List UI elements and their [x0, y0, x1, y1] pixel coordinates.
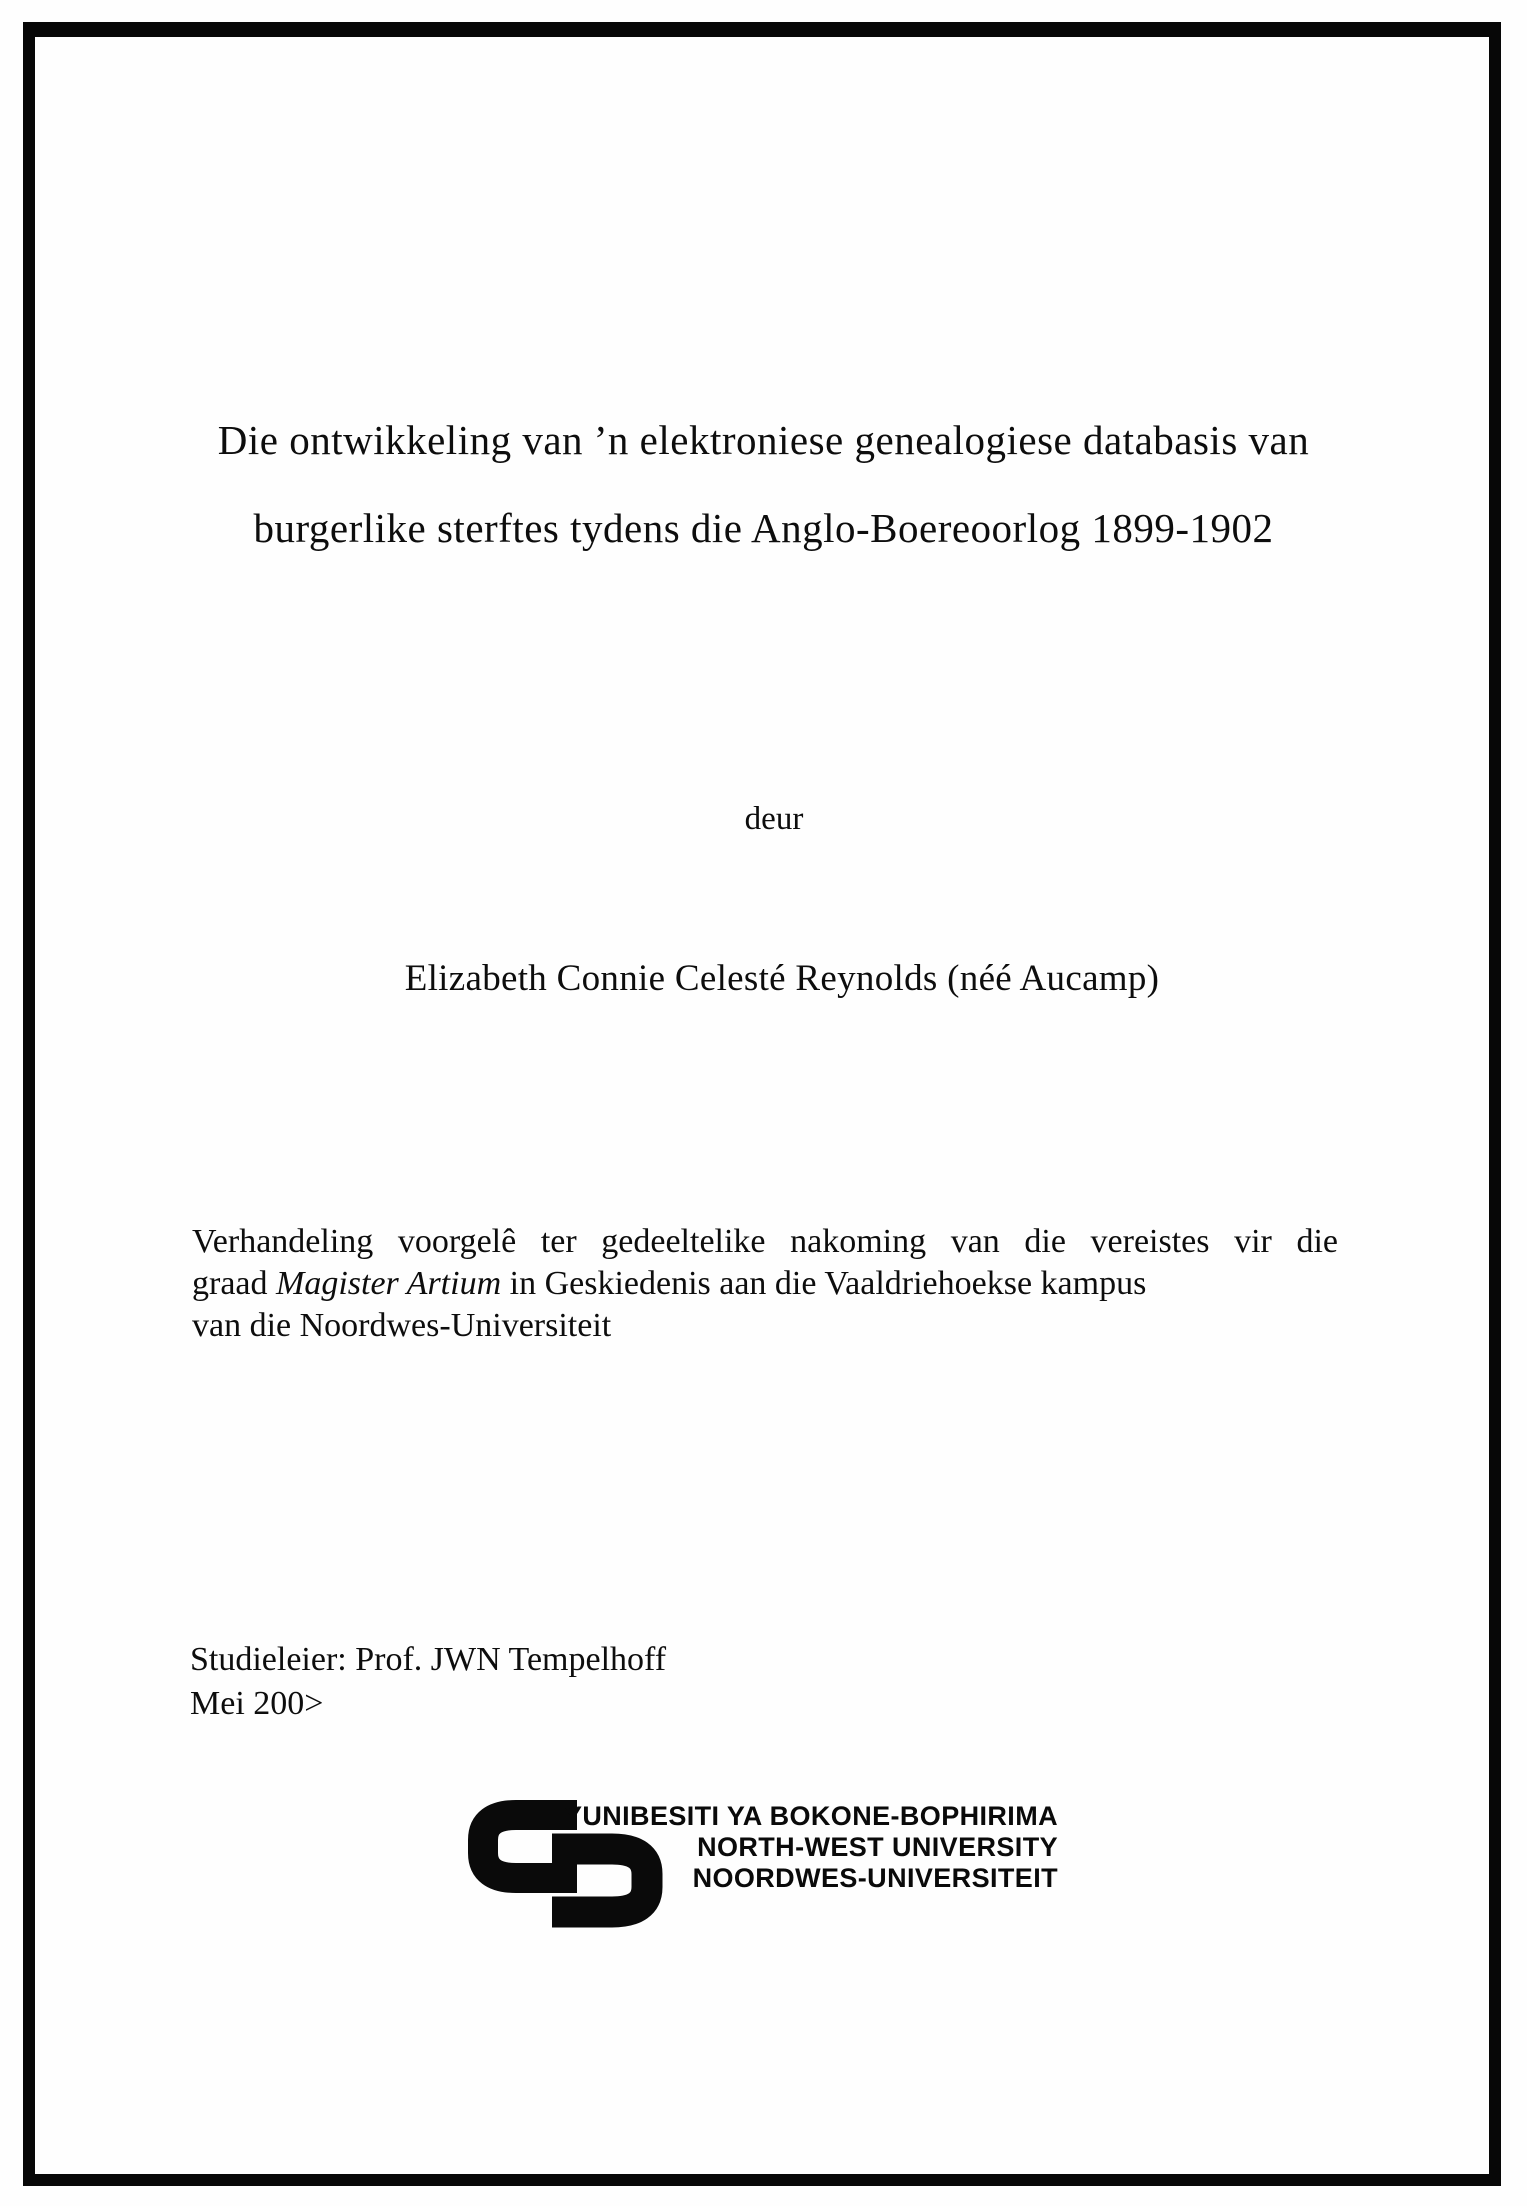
description-line2-pre: graad [192, 1265, 277, 1302]
thesis-title-line2: burgerlike sterftes tydens die Anglo-Boereoorlog 1899-1902 [253, 505, 1274, 551]
thesis-title-line1: Die ontwikkeling van ’n elektroniese genealogiese databasis van [217, 417, 1310, 463]
logo-line-english: NORTH-WEST UNIVERSITY [697, 1832, 1058, 1862]
logo-line-setswana: YUNIBESITI YA BOKONE-BOPHIRIMA [563, 1801, 1058, 1831]
description-line3: van die Noordwes-Universiteit [192, 1307, 612, 1344]
thesis-title [10, 396, 1517, 572]
logo-line-afrikaans: NOORDWES-UNIVERSITEIT [692, 1863, 1058, 1893]
byline-deur: deur [744, 801, 804, 837]
thesis-description [192, 1221, 1338, 1347]
description-line2-post: in Geskiedenis aan die Vaaldriehoekse kampus [501, 1265, 1147, 1302]
author-name: Elizabeth Connie Celesté Reynolds (néé Aucamp) [404, 958, 1160, 999]
description-line2 [192, 1263, 1338, 1305]
date-line: Mei 200> [190, 1685, 324, 1722]
supervisor-line: Studieleier: Prof. JWN Tempelhoff [190, 1641, 667, 1678]
university-logo-text [498, 1801, 1058, 1894]
description-line1: Verhandeling voorgelê ter gedeeltelike nakoming van die vereistes vir die [192, 1223, 1338, 1260]
degree-name: Magister Artium [276, 1265, 502, 1302]
